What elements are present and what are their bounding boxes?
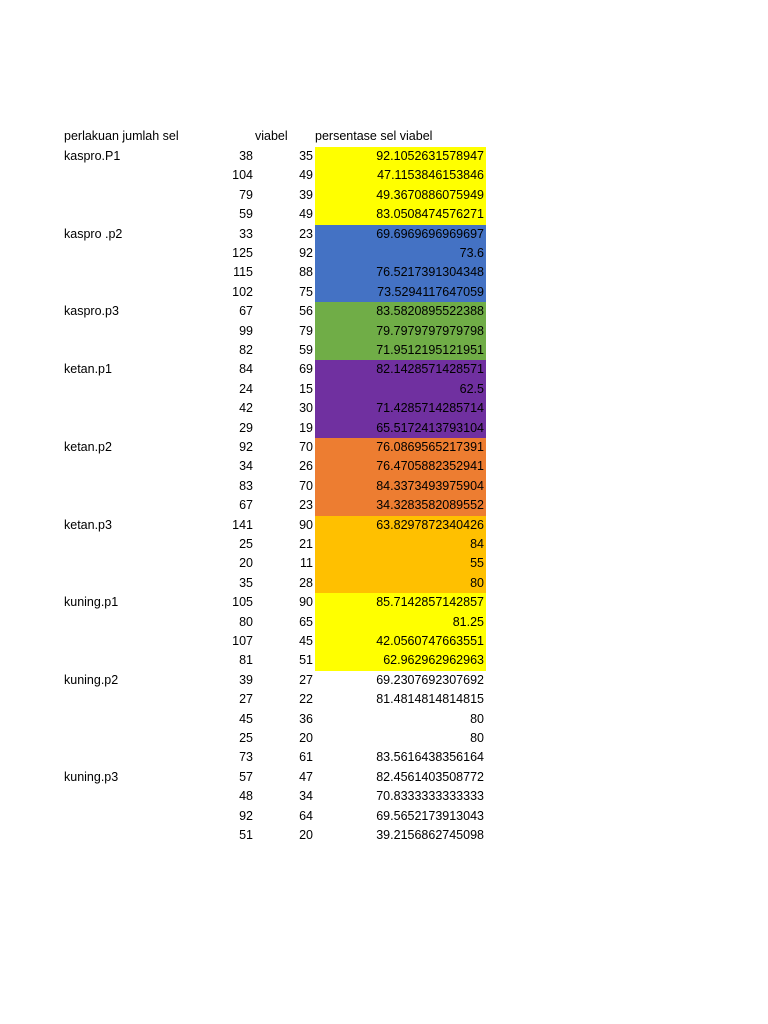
viable-count-cell[interactable]: 22 xyxy=(299,692,313,707)
viable-percent-cell[interactable]: 55 xyxy=(315,554,486,573)
treatment-cell[interactable]: kaspro .p2 xyxy=(64,226,123,241)
viable-count-cell[interactable]: 20 xyxy=(299,731,313,745)
table-row xyxy=(0,380,768,399)
viable-count-cell[interactable]: 11 xyxy=(300,556,313,571)
table-row xyxy=(0,651,768,670)
header-row xyxy=(0,127,768,146)
viable-count-cell[interactable]: 79 xyxy=(299,323,313,338)
viable-percent-cell[interactable]: 80 xyxy=(470,731,484,745)
table-row xyxy=(0,244,768,263)
viable-percent-cell[interactable]: 83.5820895522388 xyxy=(315,302,486,321)
viable-count-cell[interactable]: 36 xyxy=(299,711,313,726)
viable-percent-cell[interactable]: 83.5616438356164 xyxy=(376,750,484,765)
viable-percent-cell[interactable]: 69.2307692307692 xyxy=(376,672,484,687)
viable-count-cell[interactable]: 75 xyxy=(299,284,313,299)
cell-count-cell[interactable]: 51 xyxy=(239,828,253,842)
viable-percent-cell[interactable]: 49.3670886075949 xyxy=(315,186,486,205)
cell-count-cell[interactable]: 34 xyxy=(239,459,253,474)
table-row xyxy=(0,729,768,748)
viable-percent-cell[interactable]: 92.1052631578947 xyxy=(315,147,486,166)
cell-count-cell[interactable]: 141 xyxy=(232,517,253,532)
viable-count-cell[interactable]: 35 xyxy=(299,149,313,163)
treatment-cell[interactable]: kuning.p3 xyxy=(64,769,119,784)
cell-count-cell[interactable]: 102 xyxy=(232,284,253,299)
cell-count-cell[interactable]: 35 xyxy=(239,575,253,590)
treatment-cell[interactable]: ketan.p2 xyxy=(64,440,112,454)
table-row xyxy=(0,710,768,729)
treatment-cell[interactable]: kaspro.P1 xyxy=(64,149,121,163)
cell-count-cell[interactable]: 59 xyxy=(239,207,253,222)
table-row xyxy=(0,477,768,496)
header-col2: viabel xyxy=(255,129,288,143)
cell-count-cell[interactable]: 48 xyxy=(239,789,253,804)
cell-count-cell[interactable]: 92 xyxy=(239,440,253,454)
table-row xyxy=(0,186,768,205)
viable-count-cell[interactable]: 21 xyxy=(299,537,313,551)
table-row xyxy=(0,554,768,573)
cell-count-cell[interactable]: 25 xyxy=(239,731,253,745)
viable-count-cell[interactable]: 90 xyxy=(299,595,313,610)
table-row xyxy=(0,787,768,806)
cell-count-cell[interactable]: 67 xyxy=(239,304,253,319)
cell-count-cell[interactable]: 84 xyxy=(239,362,253,377)
table-row xyxy=(0,516,768,535)
header-col1: perlakuan jumlah sel xyxy=(64,129,179,143)
table-row xyxy=(0,496,768,515)
viable-count-cell[interactable]: 49 xyxy=(299,207,313,222)
viable-percent-cell[interactable]: 69.5652173913043 xyxy=(376,808,484,823)
cell-count-cell[interactable]: 24 xyxy=(239,381,253,396)
cell-count-cell[interactable]: 29 xyxy=(239,420,253,435)
viable-percent-cell[interactable]: 73.6 xyxy=(315,244,486,263)
cell-count-cell[interactable]: 125 xyxy=(232,246,253,260)
cell-count-cell[interactable]: 82 xyxy=(239,343,253,357)
table-row xyxy=(0,613,768,632)
viable-percent-cell[interactable]: 80 xyxy=(315,574,486,593)
treatment-cell[interactable]: ketan.p3 xyxy=(64,517,112,532)
viable-percent-cell[interactable]: 34.3283582089552 xyxy=(315,496,486,515)
table-row xyxy=(0,438,768,457)
viable-percent-cell[interactable]: 84.3373493975904 xyxy=(315,477,486,496)
viable-count-cell[interactable]: 56 xyxy=(299,304,313,319)
table-row xyxy=(0,574,768,593)
viable-percent-cell[interactable]: 82.1428571428571 xyxy=(315,360,486,379)
viable-percent-cell[interactable]: 80 xyxy=(470,711,484,726)
viable-percent-cell[interactable]: 62.5 xyxy=(315,380,486,399)
viable-count-cell[interactable]: 92 xyxy=(299,246,313,260)
viable-percent-cell[interactable]: 73.5294117647059 xyxy=(315,283,486,302)
viable-count-cell[interactable]: 88 xyxy=(299,265,313,280)
viable-count-cell[interactable]: 47 xyxy=(299,769,313,784)
table-row xyxy=(0,205,768,224)
table-row xyxy=(0,419,768,438)
cell-count-cell[interactable]: 83 xyxy=(239,478,253,493)
table-row xyxy=(0,147,768,166)
viable-percent-cell[interactable]: 85.7142857142857 xyxy=(315,593,486,612)
viable-percent-cell[interactable]: 63.8297872340426 xyxy=(315,516,486,535)
viable-percent-cell[interactable]: 82.4561403508772 xyxy=(376,769,484,784)
treatment-cell[interactable]: kuning.p1 xyxy=(64,595,119,610)
table-row xyxy=(0,826,768,845)
cell-count-cell[interactable]: 107 xyxy=(232,634,253,648)
cell-count-cell[interactable]: 20 xyxy=(239,556,253,571)
cell-count-cell[interactable]: 57 xyxy=(239,769,253,784)
cell-count-cell[interactable]: 42 xyxy=(239,401,253,416)
viable-percent-cell[interactable]: 76.0869565217391 xyxy=(315,438,486,457)
viable-percent-cell[interactable]: 84 xyxy=(315,535,486,554)
table-row xyxy=(0,341,768,360)
cell-count-cell[interactable]: 25 xyxy=(239,537,253,551)
cell-count-cell[interactable]: 105 xyxy=(232,595,253,610)
table-row xyxy=(0,360,768,379)
cell-count-cell[interactable]: 81 xyxy=(239,653,253,668)
table-row xyxy=(0,225,768,244)
cell-count-cell[interactable]: 115 xyxy=(233,265,253,280)
viable-percent-cell[interactable]: 83.0508474576271 xyxy=(315,205,486,224)
viable-count-cell[interactable]: 45 xyxy=(299,634,313,648)
viable-percent-cell[interactable]: 71.9512195121951 xyxy=(315,341,486,360)
viable-count-cell[interactable]: 39 xyxy=(299,187,313,202)
viable-count-cell[interactable]: 28 xyxy=(299,575,313,590)
viable-count-cell[interactable]: 59 xyxy=(299,343,313,357)
viable-count-cell[interactable]: 70 xyxy=(299,478,313,493)
table-row xyxy=(0,748,768,767)
cell-count-cell[interactable]: 27 xyxy=(239,692,253,707)
table-row xyxy=(0,399,768,418)
viable-count-cell[interactable]: 51 xyxy=(299,653,313,668)
viable-count-cell[interactable]: 20 xyxy=(299,828,313,842)
viable-count-cell[interactable]: 19 xyxy=(299,420,313,435)
viable-count-cell[interactable]: 34 xyxy=(299,789,313,804)
cell-count-cell[interactable]: 99 xyxy=(239,323,253,338)
table-row xyxy=(0,768,768,787)
viable-count-cell[interactable]: 69 xyxy=(299,362,313,377)
viable-count-cell[interactable]: 65 xyxy=(299,614,313,629)
table-row xyxy=(0,807,768,826)
table-row xyxy=(0,535,768,554)
viable-count-cell[interactable]: 70 xyxy=(299,440,313,454)
viable-count-cell[interactable]: 23 xyxy=(299,498,313,513)
viable-count-cell[interactable]: 64 xyxy=(299,808,313,823)
viable-count-cell[interactable]: 23 xyxy=(299,226,313,241)
table-row xyxy=(0,263,768,282)
cell-count-cell[interactable]: 39 xyxy=(239,672,253,687)
viable-count-cell[interactable]: 27 xyxy=(299,672,313,687)
viable-percent-cell[interactable]: 76.4705882352941 xyxy=(315,457,486,476)
header-col3: persentase sel viabel xyxy=(315,129,433,143)
cell-count-cell[interactable]: 92 xyxy=(239,808,253,823)
viable-count-cell[interactable]: 49 xyxy=(299,168,313,183)
cell-count-cell[interactable]: 33 xyxy=(239,226,253,241)
cell-count-cell[interactable]: 80 xyxy=(239,614,253,629)
viable-percent-cell[interactable]: 76.5217391304348 xyxy=(315,263,486,282)
viable-percent-cell[interactable]: 81.25 xyxy=(315,613,486,632)
viable-percent-cell[interactable]: 42.0560747663551 xyxy=(315,632,486,651)
table-row xyxy=(0,632,768,651)
cell-count-cell[interactable]: 73 xyxy=(239,750,253,765)
viable-percent-cell[interactable]: 39.2156862745098 xyxy=(376,828,484,842)
table-row xyxy=(0,690,768,709)
viable-percent-cell[interactable]: 62.962962962963 xyxy=(315,651,486,670)
treatment-cell[interactable]: kuning.p2 xyxy=(64,672,119,687)
cell-count-cell[interactable]: 104 xyxy=(232,168,253,183)
cell-count-cell[interactable]: 67 xyxy=(239,498,253,513)
table-row xyxy=(0,593,768,612)
table-row xyxy=(0,302,768,321)
viable-percent-cell[interactable]: 47.1153846153846 xyxy=(315,166,486,185)
viable-count-cell[interactable]: 26 xyxy=(299,459,313,474)
cell-count-cell[interactable]: 45 xyxy=(239,711,253,726)
table-row xyxy=(0,457,768,476)
table-row xyxy=(0,283,768,302)
viable-count-cell[interactable]: 61 xyxy=(299,750,313,765)
viable-percent-cell[interactable]: 81.4814814814815 xyxy=(376,692,484,707)
table-row xyxy=(0,322,768,341)
cell-count-cell[interactable]: 79 xyxy=(239,187,253,202)
viable-percent-cell[interactable]: 71.4285714285714 xyxy=(315,399,486,418)
viable-count-cell[interactable]: 90 xyxy=(299,517,313,532)
cell-count-cell[interactable]: 38 xyxy=(239,149,253,163)
viable-count-cell[interactable]: 30 xyxy=(299,401,313,416)
viable-percent-cell[interactable]: 65.5172413793104 xyxy=(315,419,486,438)
table-row xyxy=(0,671,768,690)
viable-percent-cell[interactable]: 79.7979797979798 xyxy=(315,322,486,341)
viable-percent-cell[interactable]: 69.6969696969697 xyxy=(315,225,486,244)
table-row xyxy=(0,166,768,185)
viable-count-cell[interactable]: 15 xyxy=(299,381,313,396)
treatment-cell[interactable]: kaspro.p3 xyxy=(64,304,119,319)
treatment-cell[interactable]: ketan.p1 xyxy=(64,362,112,377)
viable-percent-cell[interactable]: 70.8333333333333 xyxy=(376,789,484,804)
